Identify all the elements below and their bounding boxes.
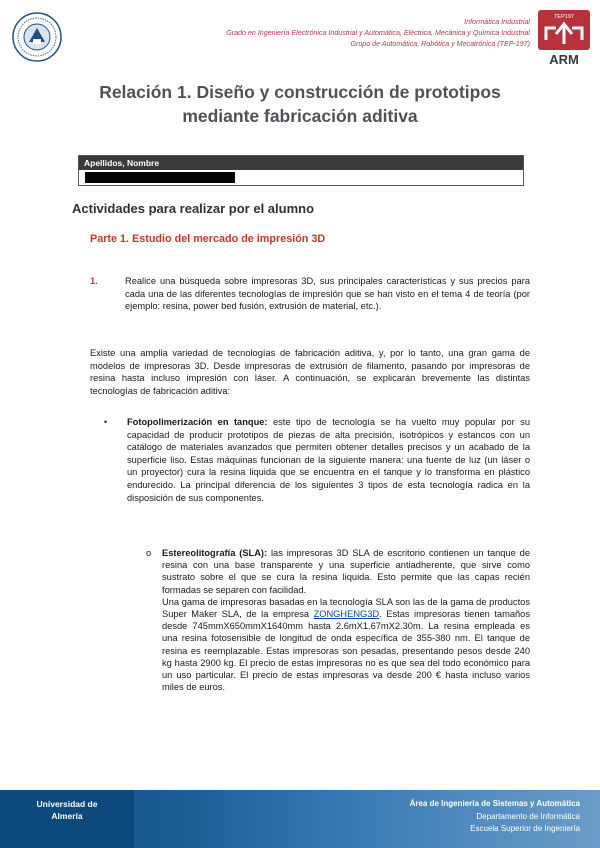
- degree-name: Grado en Ingeniería Electrónica Industrial y Automática, Eléctrica, Mecánica y Química Industrial: [226, 29, 530, 37]
- footer-school: Escuela Superior de Ingeniería: [470, 824, 580, 833]
- footer-department: [410, 798, 580, 836]
- logo-text: ARM: [549, 52, 579, 66]
- bullet-vat-photopolymerization: [104, 416, 530, 504]
- footer-area: Área de Ingeniería de Sistemas y Automática: [409, 799, 580, 808]
- bullet-text: este tipo de tecnología se ha vuelto muy popular por su capacidad de producir prototipos de piezas de alta precisión, isotrópicos y estancos con un catálogo de materiales avanzados que permiten obtener detalles precisos y un acabado de la superficie liso. Estas máquinas funcionan de la siguiente manera: una fuente de luz (un láser o un proyector) cura la resina liquida que se encuentra en el tanque y lo transforma en plástico endurecido. La principal diferencia de los siguientes 3 tipos de esta tecnología radica en la disposición de sus componentes.: [127, 417, 530, 503]
- logo-small-text: TEP197: [554, 14, 574, 20]
- name-table-header: Apellidos, Nombre: [79, 156, 523, 170]
- sub-bullet-text-2b: . Estas impresoras tienen tamaños desde 745mmX650mmX1640mm hasta 2.6mX1.67mX2.30m. La resina empleada es una resina fotosensible de longitud de onda específica de 355-380 nm. El tanque de resina es reemplazable. Estas impresoras son pesadas, presentando pesos desde 240 kg hasta 2900 kg. El precio de estas impresoras no es que sea del todo económico para un uso particular. El precio de estas impresoras va desde 200 € hasta incluso varios miles de euros.: [162, 609, 530, 693]
- page-title: [60, 80, 540, 128]
- footer-dept: Departamento de Informática: [476, 811, 580, 821]
- footer-university: [0, 790, 134, 848]
- course-name: Informática Industrial: [464, 18, 530, 26]
- university-seal-icon: [12, 12, 62, 62]
- bullet-title: Fotopolimerización en tanque:: [127, 417, 268, 427]
- arm-logo-icon: [536, 10, 592, 66]
- title-line-1: Relación 1. Diseño y construcción de prototipos: [99, 82, 501, 102]
- sub-bullet-title: Estereolitografía (SLA):: [162, 548, 268, 558]
- page-footer: [0, 790, 600, 848]
- sub-bullet-text: las impresoras 3D SLA de escritorio contienen un tanque de resina con una base transparente y una superficie antiadherente, que sirve como sustrato sobre el que se cura la resina liquida. Esto permite que las capas recién formadas se separen con facilidad.: [162, 548, 530, 595]
- exercise-number: 1.: [90, 276, 98, 286]
- sub-bullet-text-2a: Una gama de impresoras basadas en la tecnología SLA son las de la gama de productos Super Maker SLA, de la empresa: [162, 596, 530, 620]
- header-info: [226, 17, 530, 50]
- footer-university-line-2: Almería: [51, 811, 83, 821]
- footer-university-line-1: Universidad de: [36, 799, 98, 809]
- exercise-item-1: [90, 275, 530, 313]
- exercise-text: Realice una búsqueda sobre impresoras 3D, sus principales características y sus precios para cada una de las diferentes tecnologías de impresión que se han visto en el tema 4 de teoría (por ejemplo: resina, power bed fusión, extrusión de material, etc.).: [125, 276, 530, 311]
- title-line-2: mediante fabricación aditiva: [182, 106, 418, 126]
- section-heading: Actividades para realizar por el alumno: [72, 201, 315, 216]
- bullet-marker: •: [104, 417, 108, 427]
- redacted-name: [85, 172, 235, 183]
- zongheng3d-link[interactable]: ZONGHENG3D: [313, 609, 380, 620]
- part-heading: Parte 1. Estudio del mercado de impresión 3D: [90, 233, 326, 245]
- sub-bullet-marker: o: [146, 548, 152, 558]
- name-field[interactable]: [79, 170, 523, 185]
- sub-bullet-sla: [146, 547, 530, 693]
- group-name: Grupo de Automática, Robótica y Mecatrónica (TEP-197): [350, 40, 530, 48]
- intro-paragraph: Existe una amplia variedad de tecnologías de fabricación aditiva, y, por lo tanto, una gran gama de modelos de impresoras 3D. Desde impresoras de extrusión de filamento, pasando por impresoras de resina hasta incluso impresión con láser. A continuación, se explicarán brevemente las distintas tecnologías de fabricación aditiva:: [90, 348, 530, 396]
- student-name-table: [78, 155, 524, 186]
